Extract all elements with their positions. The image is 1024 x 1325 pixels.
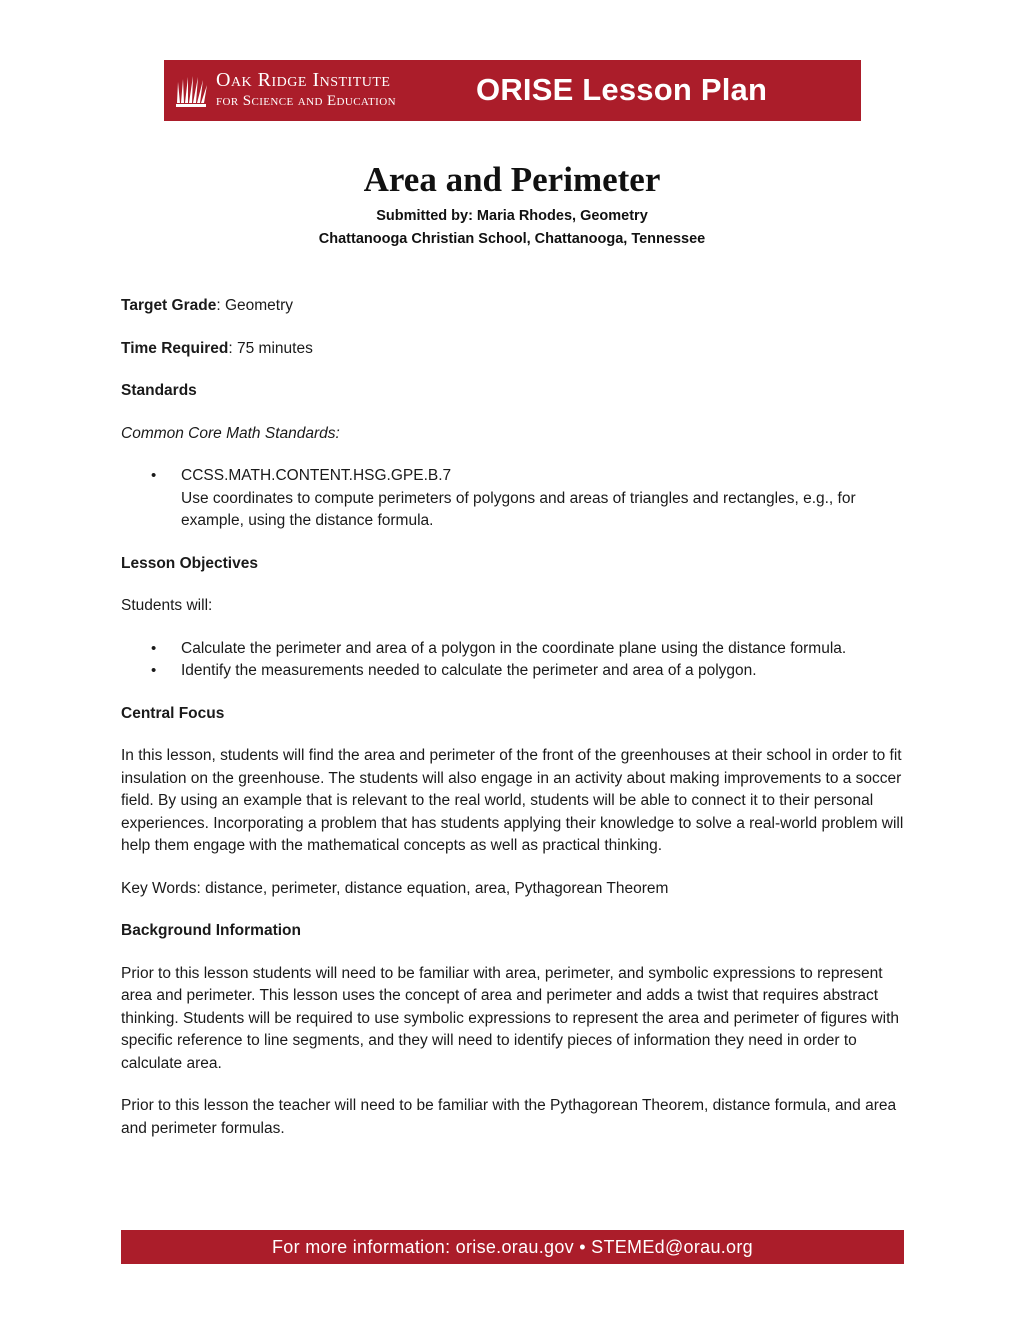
time-required-value: : 75 minutes <box>228 339 313 357</box>
time-required <box>121 338 911 361</box>
target-grade <box>121 295 911 318</box>
background-paragraph-1: Prior to this lesson students will need to be familiar with area, perimeter, and symbolic expressions to represent area and perimeter. This lesson uses the concept of area and perimeter and adds a twist that requires abstract thinking. Students will be required to use symbolic expressions to represent the area and perimeter of figures with specific reference to line segments, and they will need to identify pieces of information they need in order to calculate area. <box>121 964 899 1072</box>
list-item: • Identify the measurements needed to calculate the perimeter and area of a polygon. <box>121 660 911 683</box>
central-focus-body: In this lesson, students will find the area and perimeter of the front of the greenhouses at their school in order to fit insulation on the greenhouse. The students will also engage in an activity about making improvements to a soccer field. By using an example that is relevant to the real world, students will be able to connect it to their personal experiences. Incorporating a problem that has students applying their knowledge to solve a real-world problem will help them engage with the mathematical concepts as well as practical thinking. <box>121 747 904 854</box>
institute-name <box>216 70 396 109</box>
institute-name-line1: Oak Ridge Institute <box>216 69 391 91</box>
sunburst-icon <box>174 74 208 108</box>
objectives-heading: Lesson Objectives <box>121 554 258 572</box>
key-words: Key Words: distance, perimeter, distance equation, area, Pythagorean Theorem <box>121 879 669 897</box>
standard-code: CCSS.MATH.CONTENT.HSG.GPE.B.7 <box>181 467 452 484</box>
central-focus-heading: Central Focus <box>121 704 225 722</box>
list-item <box>121 465 911 533</box>
standard-text: Use coordinates to compute perimeters of polygons and areas of triangles and rectangles, e.g., for example, using the distance formula. <box>181 489 856 529</box>
background-heading: Background Information <box>121 922 301 939</box>
standards-subheading: Common Core Math Standards: <box>121 424 340 442</box>
header-banner <box>164 60 861 121</box>
standards-heading: Standards <box>121 382 197 399</box>
submitted-by: Submitted by: Maria Rhodes, Geometry <box>376 208 648 224</box>
objectives-list <box>121 638 911 683</box>
school-name: Chattanooga Christian School, Chattanooga, Tennessee <box>318 231 706 247</box>
time-required-label: Time Required <box>121 339 229 357</box>
footer-banner: For more information: orise.orau.gov • STEMEd@orau.org <box>121 1230 904 1264</box>
objectives-intro: Students will: <box>121 597 213 614</box>
institute-name-line2: for Science and Education <box>216 93 396 109</box>
lesson-plan-title: ORISE Lesson Plan <box>476 72 768 107</box>
background-paragraph-2: Prior to this lesson the teacher will need to be familiar with the Pythagorean Theorem, distance formula, and area and perimeter formulas. <box>121 1097 897 1137</box>
target-grade-value: : Geometry <box>216 297 293 314</box>
standards-list <box>121 465 911 533</box>
page-title: Area and Perimeter <box>363 160 661 199</box>
target-grade-label: Target Grade <box>121 297 217 314</box>
lesson-content <box>121 295 911 1160</box>
list-item: • Calculate the perimeter and area of a polygon in the coordinate plane using the distance formula. <box>121 638 911 661</box>
